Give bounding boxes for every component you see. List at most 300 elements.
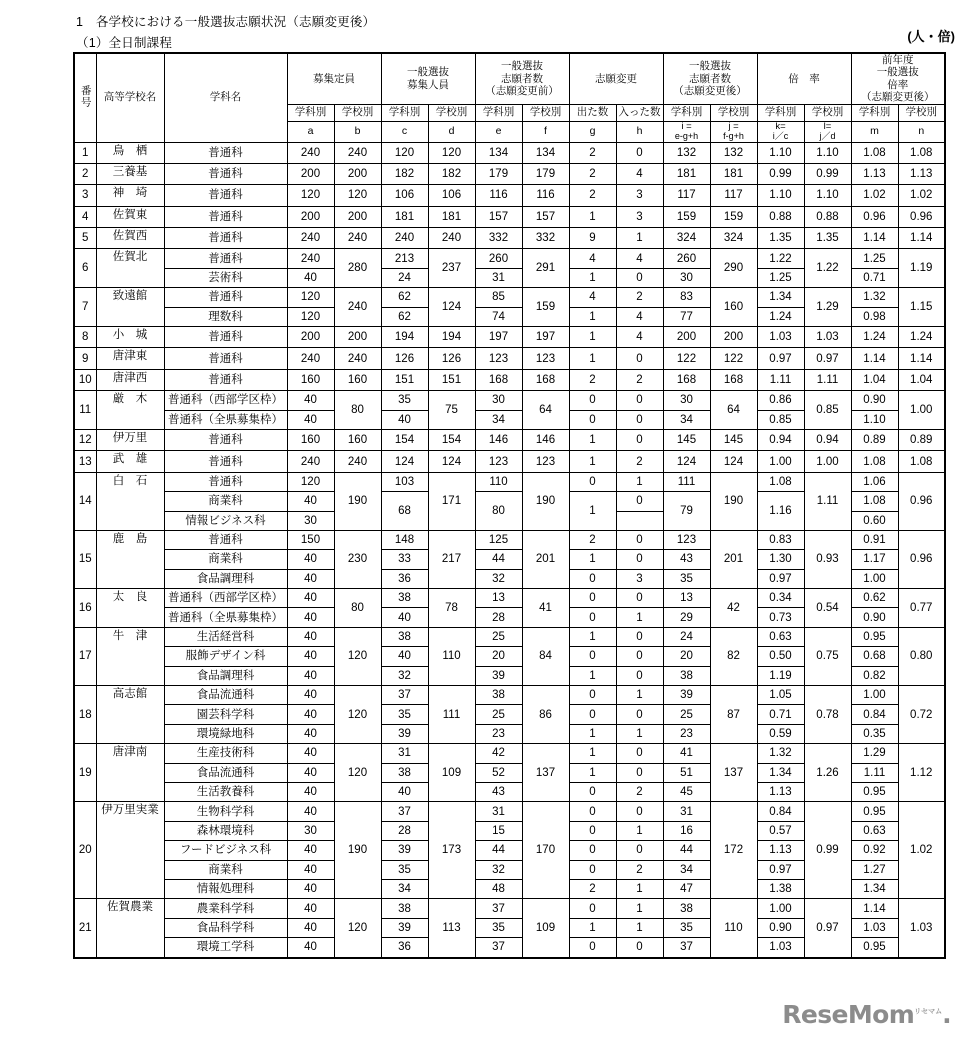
cell-n: 0.80 — [898, 627, 945, 685]
cell-d: 194 — [428, 327, 475, 348]
cell-a: 40 — [287, 666, 334, 685]
cell-e: 80 — [475, 492, 522, 531]
cell-i: 34 — [663, 410, 710, 429]
cell-d: 240 — [428, 228, 475, 249]
cell-g: 0 — [569, 841, 616, 860]
header-prev-ratio: 前年度 一般選抜 倍率 （志願変更後） — [851, 53, 945, 104]
cell-e: 23 — [475, 724, 522, 743]
row-number: 16 — [74, 589, 96, 628]
cell-f: 332 — [522, 228, 569, 249]
table-row — [74, 249, 945, 268]
cell-i: 38 — [663, 899, 710, 918]
cell-j: 324 — [710, 228, 757, 249]
cell-c: 106 — [381, 185, 428, 206]
cell-k: 1.05 — [757, 686, 804, 705]
row-number: 5 — [74, 228, 96, 249]
cell-n: 1.19 — [898, 249, 945, 288]
cell-a: 40 — [287, 647, 334, 666]
cell-m: 1.13 — [851, 163, 898, 184]
cell-h: 0 — [616, 647, 663, 666]
cell-l: 0.78 — [804, 686, 851, 744]
cell-g: 1 — [569, 550, 616, 569]
cell-c: 32 — [381, 666, 428, 685]
cell-g: 1 — [569, 666, 616, 685]
cell-g: 2 — [569, 530, 616, 549]
cell-j: 190 — [710, 472, 757, 530]
cell-a: 40 — [287, 938, 334, 958]
cell-m: 0.62 — [851, 589, 898, 608]
cell-b: 120 — [334, 899, 381, 958]
cell-m: 0.68 — [851, 647, 898, 666]
header-sub-4: 学科別 — [475, 104, 522, 121]
school-name: 唐津南 — [96, 744, 164, 802]
row-number: 11 — [74, 391, 96, 430]
table-row — [74, 899, 945, 918]
header-letter-j: j = f-g+h — [710, 121, 757, 142]
cell-h: 1 — [616, 879, 663, 898]
cell-k: 0.71 — [757, 705, 804, 724]
cell-c: 40 — [381, 410, 428, 429]
table-row — [74, 348, 945, 369]
cell-c: 154 — [381, 429, 428, 450]
cell-k: 1.16 — [757, 492, 804, 531]
cell-d: 120 — [428, 142, 475, 163]
cell-e: 146 — [475, 429, 522, 450]
cell-f: 201 — [522, 530, 569, 588]
department-name: 普通科 — [164, 472, 287, 491]
cell-a: 40 — [287, 268, 334, 287]
table-row — [74, 686, 945, 705]
cell-e: 48 — [475, 879, 522, 898]
cell-e: 125 — [475, 530, 522, 549]
cell-n: 1.08 — [898, 451, 945, 472]
cell-m: 1.17 — [851, 550, 898, 569]
cell-k: 0.97 — [757, 348, 804, 369]
cell-e: 32 — [475, 860, 522, 879]
cell-g: 1 — [569, 327, 616, 348]
cell-g: 4 — [569, 249, 616, 268]
cell-f: 159 — [522, 288, 569, 327]
cell-m: 1.27 — [851, 860, 898, 879]
cell-l: 0.93 — [804, 530, 851, 588]
cell-f: 123 — [522, 348, 569, 369]
cell-f: 146 — [522, 429, 569, 450]
cell-b: 190 — [334, 472, 381, 530]
cell-m: 0.98 — [851, 307, 898, 326]
cell-c: 35 — [381, 391, 428, 410]
cell-l: 1.11 — [804, 472, 851, 530]
header-sub-10: 学科別 — [757, 104, 804, 121]
row-number: 17 — [74, 627, 96, 685]
cell-m: 0.35 — [851, 724, 898, 743]
school-name: 太 良 — [96, 589, 164, 628]
cell-h — [616, 511, 663, 530]
header-letter-l: l= j／d — [804, 121, 851, 142]
cell-c: 38 — [381, 899, 428, 918]
cell-a: 40 — [287, 391, 334, 410]
cell-m: 1.04 — [851, 369, 898, 390]
table-row — [74, 142, 945, 163]
table-head — [74, 53, 945, 142]
cell-i: 35 — [663, 918, 710, 937]
cell-e: 123 — [475, 348, 522, 369]
cell-k: 1.03 — [757, 938, 804, 958]
cell-d: 151 — [428, 369, 475, 390]
cell-g: 4 — [569, 288, 616, 307]
cell-c: 103 — [381, 472, 428, 491]
cell-l: 0.94 — [804, 429, 851, 450]
cell-m: 1.10 — [851, 410, 898, 429]
cell-h: 0 — [616, 492, 663, 511]
header-sub-6: 出た数 — [569, 104, 616, 121]
cell-k: 0.73 — [757, 608, 804, 627]
cell-f: 291 — [522, 249, 569, 288]
cell-n: 1.02 — [898, 802, 945, 899]
cell-h: 3 — [616, 569, 663, 588]
cell-f: 116 — [522, 185, 569, 206]
header-applicants-after: 一般選抜 志願者数 （志願変更後） — [663, 53, 757, 104]
cell-e: 38 — [475, 686, 522, 705]
cell-m: 0.95 — [851, 802, 898, 821]
cell-k: 1.03 — [757, 327, 804, 348]
department-name: 食品調理科 — [164, 569, 287, 588]
cell-j: 172 — [710, 802, 757, 899]
cell-i: 159 — [663, 206, 710, 227]
cell-m: 0.90 — [851, 608, 898, 627]
cell-n: 0.72 — [898, 686, 945, 744]
cell-f: 109 — [522, 899, 569, 958]
cell-l: 0.88 — [804, 206, 851, 227]
cell-a: 160 — [287, 369, 334, 390]
row-number: 2 — [74, 163, 96, 184]
cell-d: 78 — [428, 589, 475, 628]
cell-e: 260 — [475, 249, 522, 268]
header-sub-0: 学科別 — [287, 104, 334, 121]
cell-m: 1.14 — [851, 348, 898, 369]
cell-a: 240 — [287, 142, 334, 163]
table-row — [74, 391, 945, 410]
cell-c: 39 — [381, 918, 428, 937]
cell-e: 13 — [475, 589, 522, 608]
cell-i: 324 — [663, 228, 710, 249]
cell-l: 1.35 — [804, 228, 851, 249]
cell-j: 137 — [710, 744, 757, 802]
cell-j: 117 — [710, 185, 757, 206]
cell-k: 0.84 — [757, 802, 804, 821]
cell-m: 1.02 — [851, 185, 898, 206]
cell-b: 240 — [334, 288, 381, 327]
school-name: 致遠館 — [96, 288, 164, 327]
cell-e: 44 — [475, 550, 522, 569]
cell-a: 40 — [287, 492, 334, 511]
cell-j: 82 — [710, 627, 757, 685]
department-name: 生活経営科 — [164, 627, 287, 646]
cell-e: 25 — [475, 705, 522, 724]
cell-b: 80 — [334, 391, 381, 430]
unit-note: (人・倍) — [907, 29, 955, 44]
cell-m: 0.71 — [851, 268, 898, 287]
cell-g: 2 — [569, 185, 616, 206]
cell-k: 1.10 — [757, 142, 804, 163]
cell-c: 68 — [381, 492, 428, 531]
school-name: 武 雄 — [96, 451, 164, 472]
cell-g: 1 — [569, 918, 616, 937]
cell-h: 0 — [616, 589, 663, 608]
cell-c: 36 — [381, 938, 428, 958]
cell-i: 35 — [663, 569, 710, 588]
cell-e: 197 — [475, 327, 522, 348]
cell-c: 181 — [381, 206, 428, 227]
cell-k: 0.94 — [757, 429, 804, 450]
row-number: 1 — [74, 142, 96, 163]
cell-i: 77 — [663, 307, 710, 326]
cell-j: 160 — [710, 288, 757, 327]
table-row — [74, 163, 945, 184]
header-no — [74, 53, 96, 142]
cell-h: 3 — [616, 185, 663, 206]
school-name: 神 埼 — [96, 185, 164, 206]
cell-k: 1.32 — [757, 744, 804, 763]
table-row — [74, 802, 945, 821]
department-name: 普通科 — [164, 185, 287, 206]
department-name: 普通科 — [164, 288, 287, 307]
cell-c: 35 — [381, 860, 428, 879]
cell-c: 148 — [381, 530, 428, 549]
cell-c: 37 — [381, 686, 428, 705]
cell-h: 0 — [616, 841, 663, 860]
cell-h: 1 — [616, 899, 663, 918]
cell-h: 3 — [616, 206, 663, 227]
cell-i: 30 — [663, 268, 710, 287]
header-group-row — [74, 53, 945, 104]
cell-m: 0.95 — [851, 627, 898, 646]
department-name: 普通科 — [164, 348, 287, 369]
cell-a: 40 — [287, 410, 334, 429]
cell-e: 85 — [475, 288, 522, 307]
table-row — [74, 185, 945, 206]
table-row — [74, 206, 945, 227]
cell-l: 0.99 — [804, 163, 851, 184]
cell-e: 37 — [475, 938, 522, 958]
table-row — [74, 589, 945, 608]
cell-g: 2 — [569, 142, 616, 163]
cell-d: 113 — [428, 899, 475, 958]
school-name: 白 石 — [96, 472, 164, 530]
cell-f: 84 — [522, 627, 569, 685]
cell-d: 182 — [428, 163, 475, 184]
cell-j: 132 — [710, 142, 757, 163]
cell-g: 1 — [569, 429, 616, 450]
cell-e: 74 — [475, 307, 522, 326]
cell-m: 0.96 — [851, 206, 898, 227]
cell-a: 30 — [287, 821, 334, 840]
cell-c: 34 — [381, 879, 428, 898]
row-number: 7 — [74, 288, 96, 327]
cell-g: 0 — [569, 783, 616, 802]
cell-j: 87 — [710, 686, 757, 744]
cell-k: 1.22 — [757, 249, 804, 268]
cell-a: 200 — [287, 206, 334, 227]
cell-a: 120 — [287, 472, 334, 491]
cell-c: 38 — [381, 589, 428, 608]
cell-i: 31 — [663, 802, 710, 821]
cell-a: 150 — [287, 530, 334, 549]
cell-l: 0.99 — [804, 802, 851, 899]
cell-n: 1.13 — [898, 163, 945, 184]
header-quota: 募集定員 — [287, 53, 381, 104]
header-applicants-before: 一般選抜 志願者数 （志願変更前） — [475, 53, 569, 104]
cell-e: 37 — [475, 899, 522, 918]
cell-n: 0.96 — [898, 530, 945, 588]
cell-c: 124 — [381, 451, 428, 472]
department-name: 理数科 — [164, 307, 287, 326]
cell-c: 39 — [381, 724, 428, 743]
cell-m: 1.08 — [851, 451, 898, 472]
cell-n: 1.14 — [898, 228, 945, 249]
cell-f: 190 — [522, 472, 569, 530]
cell-j: 181 — [710, 163, 757, 184]
cell-h: 0 — [616, 348, 663, 369]
cell-n: 1.15 — [898, 288, 945, 327]
cell-i: 30 — [663, 391, 710, 410]
cell-m: 1.00 — [851, 569, 898, 588]
header-letter-a: a — [287, 121, 334, 142]
cell-f: 168 — [522, 369, 569, 390]
cell-e: 31 — [475, 268, 522, 287]
cell-i: 168 — [663, 369, 710, 390]
header-sub-2: 学科別 — [381, 104, 428, 121]
cell-m: 1.06 — [851, 472, 898, 491]
cell-i: 23 — [663, 724, 710, 743]
cell-a: 40 — [287, 686, 334, 705]
cell-g: 0 — [569, 410, 616, 429]
department-name: 普通科（西部学区枠） — [164, 589, 287, 608]
cell-g: 0 — [569, 705, 616, 724]
department-name: 農業科学科 — [164, 899, 287, 918]
department-name: 食品流通科 — [164, 763, 287, 782]
cell-m: 0.63 — [851, 821, 898, 840]
header-sub-5: 学校別 — [522, 104, 569, 121]
cell-c: 62 — [381, 288, 428, 307]
cell-e: 35 — [475, 918, 522, 937]
header-letter-f: f — [522, 121, 569, 142]
cell-i: 123 — [663, 530, 710, 549]
cell-h: 4 — [616, 163, 663, 184]
cell-a: 40 — [287, 550, 334, 569]
cell-d: 109 — [428, 744, 475, 802]
cell-m: 0.82 — [851, 666, 898, 685]
cell-e: 52 — [475, 763, 522, 782]
cell-j: 201 — [710, 530, 757, 588]
department-name: 普通科 — [164, 451, 287, 472]
cell-k: 0.85 — [757, 410, 804, 429]
cell-i: 117 — [663, 185, 710, 206]
resemom-watermark: ReseMom$^{リセマム}$. — [782, 1000, 951, 1029]
cell-c: 28 — [381, 821, 428, 840]
row-number: 12 — [74, 429, 96, 450]
cell-d: 237 — [428, 249, 475, 288]
cell-k: 0.97 — [757, 569, 804, 588]
cell-j: 110 — [710, 899, 757, 958]
department-name: 普通科 — [164, 163, 287, 184]
cell-k: 1.24 — [757, 307, 804, 326]
cell-m: 1.25 — [851, 249, 898, 268]
department-name: 普通科 — [164, 228, 287, 249]
cell-k: 0.59 — [757, 724, 804, 743]
department-name: 普通科（西部学区枠） — [164, 391, 287, 410]
cell-m: 0.92 — [851, 841, 898, 860]
cell-m: 0.84 — [851, 705, 898, 724]
cell-i: 43 — [663, 550, 710, 569]
table-row — [74, 228, 945, 249]
cell-f: 134 — [522, 142, 569, 163]
department-name: 食品流通科 — [164, 686, 287, 705]
cell-a: 120 — [287, 185, 334, 206]
cell-c: 38 — [381, 627, 428, 646]
school-name: 伊万里実業 — [96, 802, 164, 899]
cell-h: 1 — [616, 608, 663, 627]
department-name: 普通科 — [164, 142, 287, 163]
cell-m: 0.60 — [851, 511, 898, 530]
cell-l: 1.10 — [804, 142, 851, 163]
cell-k: 0.88 — [757, 206, 804, 227]
cell-e: 28 — [475, 608, 522, 627]
school-name: 鹿 島 — [96, 530, 164, 588]
cell-f: 123 — [522, 451, 569, 472]
cell-g: 2 — [569, 163, 616, 184]
cell-m: 1.32 — [851, 288, 898, 307]
department-name: 環境工学科 — [164, 938, 287, 958]
cell-j: 200 — [710, 327, 757, 348]
cell-f: 86 — [522, 686, 569, 744]
cell-k: 1.10 — [757, 185, 804, 206]
cell-e: 179 — [475, 163, 522, 184]
cell-g: 2 — [569, 879, 616, 898]
header-letter-n: n — [898, 121, 945, 142]
cell-d: 75 — [428, 391, 475, 430]
cell-k: 0.34 — [757, 589, 804, 608]
table-row — [74, 627, 945, 646]
school-name: 高志館 — [96, 686, 164, 744]
cell-f: 179 — [522, 163, 569, 184]
cell-k: 1.34 — [757, 288, 804, 307]
cell-g: 0 — [569, 686, 616, 705]
school-name: 佐賀農業 — [96, 899, 164, 958]
cell-l: 0.54 — [804, 589, 851, 628]
department-name: 普通科 — [164, 327, 287, 348]
cell-a: 40 — [287, 860, 334, 879]
cell-k: 1.30 — [757, 550, 804, 569]
table-body — [74, 142, 945, 958]
cell-e: 157 — [475, 206, 522, 227]
department-name: 食品科学科 — [164, 918, 287, 937]
cell-i: 13 — [663, 589, 710, 608]
cell-i: 39 — [663, 686, 710, 705]
cell-g: 1 — [569, 627, 616, 646]
header-letter-m: m — [851, 121, 898, 142]
cell-a: 40 — [287, 744, 334, 763]
cell-h: 4 — [616, 327, 663, 348]
cell-a: 40 — [287, 589, 334, 608]
cell-e: 34 — [475, 410, 522, 429]
cell-i: 260 — [663, 249, 710, 268]
cell-i: 45 — [663, 783, 710, 802]
cell-l: 0.85 — [804, 391, 851, 430]
cell-h: 0 — [616, 410, 663, 429]
cell-h: 4 — [616, 249, 663, 268]
cell-m: 1.14 — [851, 228, 898, 249]
cell-f: 41 — [522, 589, 569, 628]
